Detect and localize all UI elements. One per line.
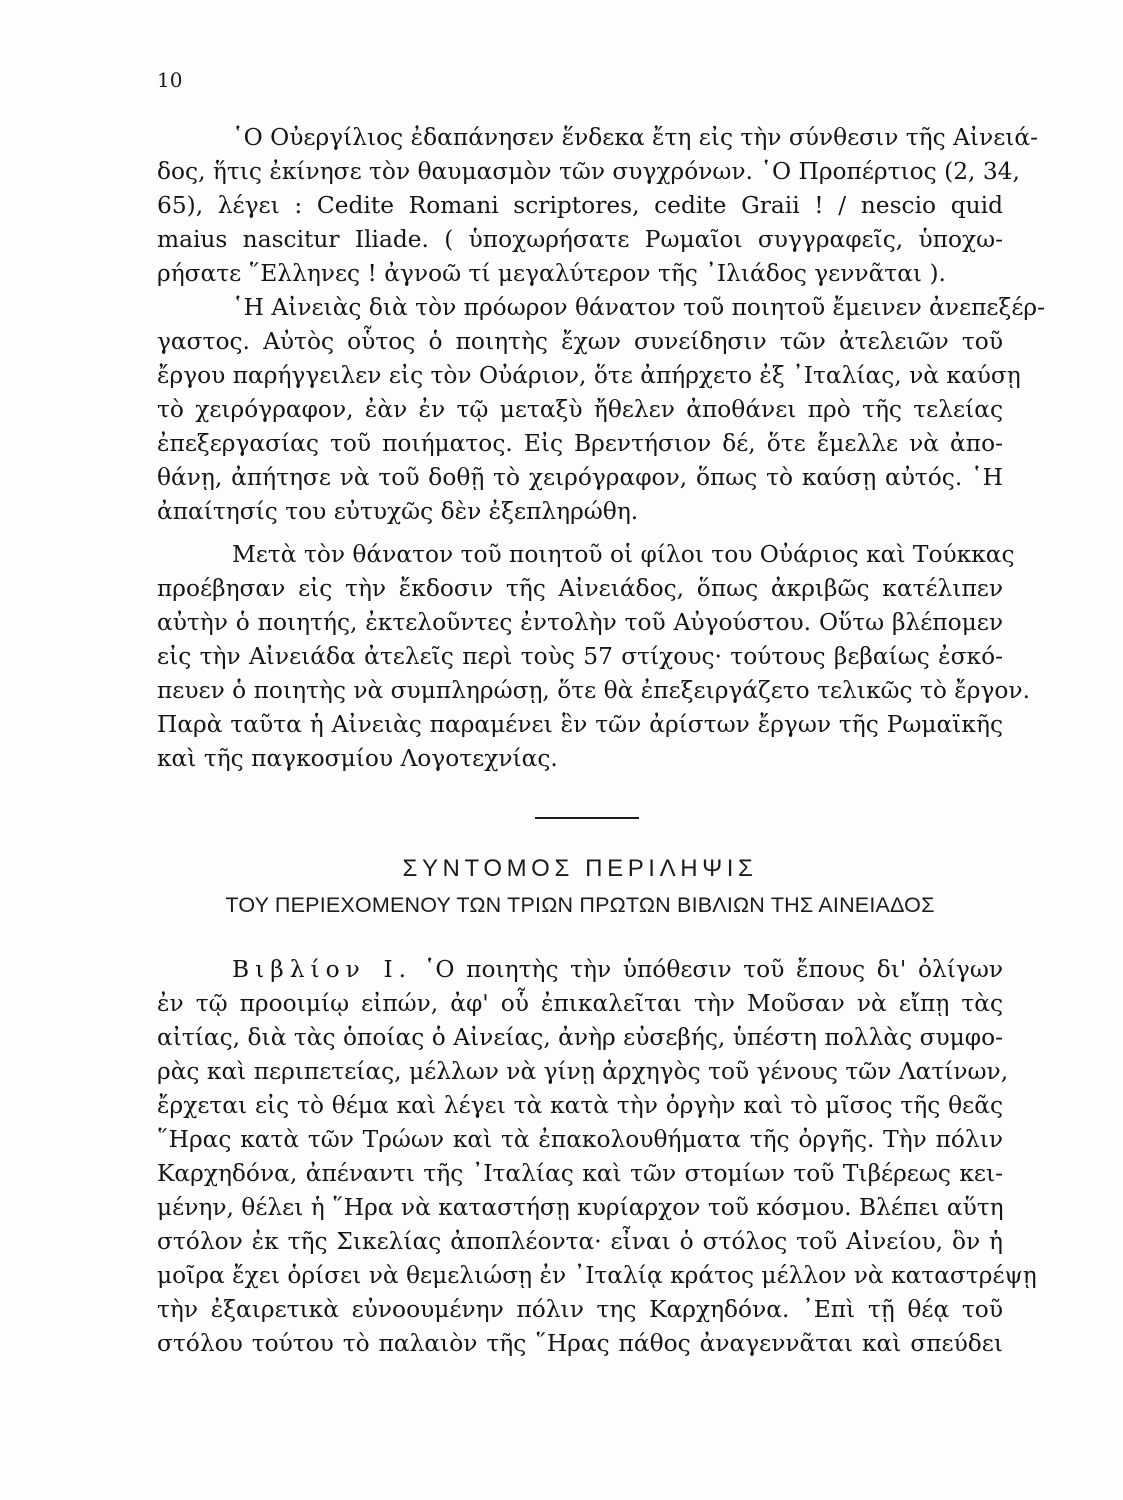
text-line: γαστος. Αὐτὸς οὗτος ὁ ποιητὴς ἔχων συνείδησιν τῶν ἀτελειῶν τοῦ [157, 328, 1003, 355]
text-line: ρὰς καὶ περιπετείας, μέλλων νὰ γίνῃ ἀρχηγὸς τοῦ γένους τῶν Λατίνων, [157, 1058, 1009, 1085]
text-line: ἐν τῷ προοιμίῳ εἰπών, ἀφ' οὗ ἐπικαλεῖται τὴν Μοῦσαν νὰ εἴπῃ τὰς [157, 990, 1003, 1017]
text-line: τὸ χειρόγραφον, ἐὰν ἐν τῷ μεταξὺ ἤθελεν ἀποθάνει πρὸ τῆς τελείας [157, 396, 1003, 423]
text-line: Παρὰ ταῦτα ἡ Αἰνειὰς παραμένει ἓν τῶν ἀρίστων ἔργων τῆς Ρωμαϊκῆς [157, 711, 1003, 738]
text-line: καὶ τῆς παγκοσμίου Λογοτεχνίας. [157, 745, 558, 772]
text-line: εἰς τὴν Αἰνειάδα ἀτελεῖς περὶ τοὺς 57 στίχους· τούτους βεβαίως ἐσκό- [157, 643, 1003, 670]
section-subtitle: ΤΟΥ ΠΕΡΙΕΧΟΜΕΝΟΥ ΤΩΝ ΤΡΙΩΝ ΠΡΩΤΩΝ ΒΙΒΛΙΩΝ ΤΗΣ ΑΙΝΕΙΑΔΟΣ [225, 893, 935, 917]
text-line: 65), λέγει : Cedite Romani scriptores, cedite Graii ! / nescio quid [157, 192, 1003, 219]
text-line: μένην, θέλει ἡ ῞Ηρα νὰ καταστήσῃ κυρίαρχον τοῦ κόσμου. Βλέπει αὕτη [157, 1194, 1004, 1221]
paragraph-unfinished [157, 291, 1045, 529]
text-line: θάνῃ, ἀπήτησε νὰ τοῦ δοθῇ τὸ χειρόγραφον, ὅπως τὸ καύσῃ αὐτός. ῾Η [157, 464, 1003, 491]
page-number: 10 [157, 68, 183, 92]
text-line: ῾Ο Οὐεργίλιος ἐδαπάνησεν ἕνδεκα ἔτη εἰς τὴν σύνθεσιν τῆς Αἰνειά- [232, 124, 1039, 151]
text-line: τὴν ἐξαιρετικὰ εὐνοουμένην πόλιν της Καρχηδόνα. ᾿Επὶ τῇ θέᾳ τοῦ [157, 1296, 1003, 1323]
text-line: δος, ἥτις ἐκίνησε τὸν θαυμασμὸν τῶν συγχρόνων. ῾Ο Προπέρτιος (2, 34, [157, 158, 1020, 185]
text-line: ἔργου παρήγγειλεν εἰς τὸν Οὐάριον, ὅτε ἀπήρχετο ἐξ ᾿Ιταλίας, νὰ καύσῃ [157, 362, 1021, 389]
text-line [157, 953, 1003, 987]
book-label: Βιβλίον Ι. [232, 956, 413, 983]
paragraph-composition [157, 121, 1039, 291]
book-first-line: ῾Ο ποιητὴς τὴν ὑπόθεσιν τοῦ ἔπους δι' ὀλίγων [412, 956, 1003, 983]
text-line: ῞Ηρας κατὰ τῶν Τρώων καὶ τὰ ἐπακολουθήματα τῆς ὀργῆς. Τὴν πόλιν [157, 1126, 1003, 1153]
paragraph-publication [157, 538, 1030, 776]
text-line: ρήσατε ῞Ελληνες ! ἀγνοῶ τί μεγαλύτερον τῆς ᾿Ιλιάδος γεννᾶται ). [157, 260, 946, 287]
text-line: Καρχηδόνα, ἀπέναντι τῆς ᾿Ιταλίας καὶ τῶν στομίων τοῦ Τιβέρεως κει- [157, 1160, 1003, 1187]
text-line: ἀπαίτησίς του εὐτυχῶς δὲν ἐξεπληρώθη. [157, 498, 639, 525]
text-line: πευεν ὁ ποιητὴς νὰ συμπληρώσῃ, ὅτε θὰ ἐπεξειργάζετο τελικῶς τὸ ἔργον. [157, 677, 1030, 704]
text-line: μοῖρα ἔχει ὁρίσει νὰ θεμελιώσῃ ἐν ᾿Ιταλίᾳ κράτος μέλλον νὰ καταστρέψῃ [157, 1262, 1037, 1289]
paragraph-book-one [157, 953, 1037, 1361]
text-line: ῾Η Αἰνειὰς διὰ τὸν πρόωρον θάνατον τοῦ ποιητοῦ ἔμεινεν ἀνεπεξέρ- [232, 294, 1045, 321]
text-line: maius nascitur Iliade. ( ὑποχωρήσατε Ρωμαῖοι συγγραφεῖς, ὑποχω- [157, 226, 1003, 253]
section-title: ΣΥΝΤΟΜΟΣ ΠΕΡΙΛΗΨΙΣ [402, 855, 758, 882]
text-line: στόλον ἐκ τῆς Σικελίας ἀποπλέοντα· εἶναι ὁ στόλος τοῦ Αἰνείου, ὃν ἡ [157, 1228, 1003, 1255]
text-line: στόλου τούτου τὸ παλαιὸν τῆς ῞Ηρας πάθος ἀναγεννᾶται καὶ σπεύδει [157, 1330, 1003, 1357]
text-line: αἰτίας, διὰ τὰς ὁποίας ὁ Αἰνείας, ἀνὴρ εὐσεβής, ὑπέστη πολλὰς συμφο- [157, 1024, 1003, 1051]
text-line: ἔρχεται εἰς τὸ θέμα καὶ λέγει τὰ κατὰ τὴν ὀργὴν καὶ τὸ μῖσος τῆς θεᾶς [157, 1092, 1003, 1119]
text-line: ἐπεξεργασίας τοῦ ποιήματος. Εἰς Βρεντήσιον δέ, ὅτε ἔμελλε νὰ ἀπο- [157, 430, 1003, 457]
text-line: προέβησαν εἰς τὴν ἔκδοσιν τῆς Αἰνειάδος, ὅπως ἀκριβῶς κατέλιπεν [157, 575, 1003, 602]
text-line: Μετὰ τὸν θάνατον τοῦ ποιητοῦ οἱ φίλοι του Οὐάριος καὶ Τούκκας [232, 541, 1015, 568]
text-line: αὐτὴν ὁ ποιητής, ἐκτελοῦντες ἐντολὴν τοῦ Αὐγούστου. Οὕτω βλέπομεν [157, 609, 1003, 636]
section-divider [535, 817, 639, 819]
